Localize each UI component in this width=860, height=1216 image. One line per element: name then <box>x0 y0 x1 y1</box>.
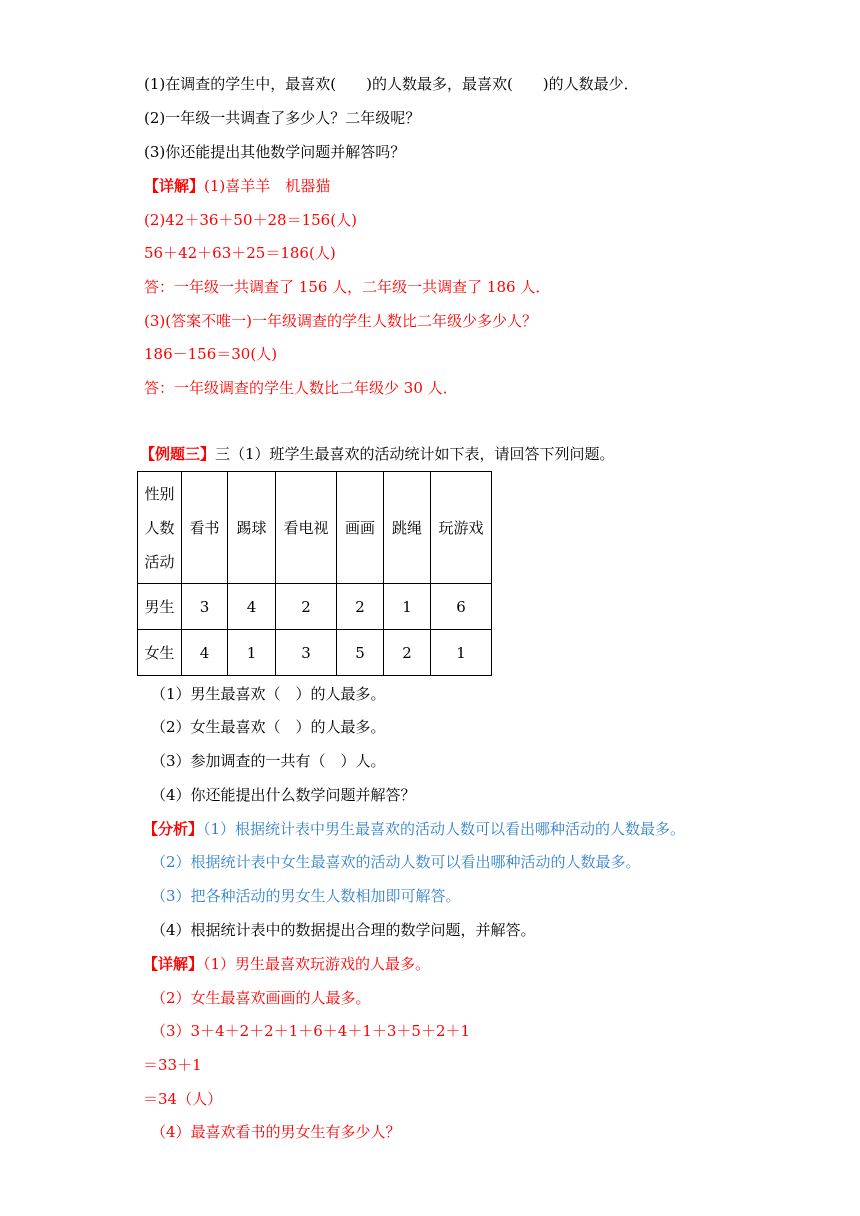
detail-line-5: ＝34（人） <box>143 1090 223 1108</box>
analysis-line-1 <box>143 819 685 839</box>
column-header: 看书 <box>182 472 228 584</box>
example3-question-3: （3）参加调查的一共有（ ）人。 <box>151 752 386 770</box>
table-row <box>138 584 492 630</box>
example3-question-4: （4）你还能提出什么数学问题并解答？ <box>151 786 416 804</box>
column-header: 玩游戏 <box>431 472 492 584</box>
example3-question-2: （2）女生最喜欢（ ）的人最多。 <box>151 718 386 736</box>
column-header: 踢球 <box>228 472 276 584</box>
analysis-line-2: （2）根据统计表中女生最喜欢的活动人数可以看出哪种活动的人数最多。 <box>151 853 641 871</box>
table-cell: 1 <box>228 630 276 676</box>
question-2: (2)一年级一共调查了多少人？二年级呢？ <box>144 109 421 127</box>
question-3: (3)你还能提出其他数学问题并解答吗？ <box>144 143 406 161</box>
table-cell: 1 <box>431 630 492 676</box>
corner-label-gender: 性别 <box>144 484 175 503</box>
example3-intro: 三（1）班学生最喜欢的活动统计如下表，请回答下列问题。 <box>215 445 615 463</box>
example3-tag: 【例题三】 <box>140 445 216 463</box>
detail-tag: 【详解】 <box>143 955 204 973</box>
detail-line-4: ＝33＋1 <box>143 1056 202 1074</box>
row-label: 女生 <box>138 630 182 676</box>
column-header: 看电视 <box>276 472 337 584</box>
example3-heading <box>140 444 615 464</box>
analysis-tag: 【分析】 <box>143 820 204 838</box>
answer-4: 答：一年级一共调查了 156 人，二年级一共调查了 186 人． <box>144 278 551 296</box>
activity-stat-table <box>137 471 492 676</box>
detail-line-1 <box>143 954 430 974</box>
example3-question-1: （1）男生最喜欢（ ）的人最多。 <box>151 685 386 703</box>
detail-tag: 【详解】 <box>144 177 205 195</box>
table-cell: 4 <box>228 584 276 630</box>
table-cell: 2 <box>337 584 384 630</box>
detail-line-3: （3）3＋4＋2＋2＋1＋6＋4＋1＋3＋5＋2＋1 <box>151 1022 471 1040</box>
answer-1 <box>144 176 330 196</box>
corner-label-count: 人数 <box>144 518 175 537</box>
table-row <box>138 630 492 676</box>
table-cell: 4 <box>182 630 228 676</box>
analysis-line-4: （4）根据统计表中的数据提出合理的数学问题，并解答。 <box>151 921 536 939</box>
analysis-text: （1）根据统计表中男生最喜欢的活动人数可以看出哪种活动的人数最多。 <box>203 820 686 838</box>
table-cell: 5 <box>337 630 384 676</box>
answer-1-text: (1)喜羊羊 机器猫 <box>204 177 331 195</box>
answer-7: 答：一年级调查的学生人数比二年级少 30 人． <box>144 379 458 397</box>
answer-5: (3)(答案不唯一)一年级调查的学生人数比二年级少多少人？ <box>144 312 537 330</box>
table-header-row <box>138 472 492 584</box>
detail-line-6: （4）最喜欢看书的男女生有多少人？ <box>151 1123 401 1141</box>
table-cell: 3 <box>276 630 337 676</box>
table-corner-cell <box>138 472 182 584</box>
answer-6: 186－156＝30(人) <box>144 345 278 363</box>
column-header: 画画 <box>337 472 384 584</box>
answer-2: (2)42＋36＋50＋28＝156(人) <box>144 211 357 229</box>
table-cell: 2 <box>276 584 337 630</box>
table-cell: 1 <box>384 584 431 630</box>
row-label: 男生 <box>138 584 182 630</box>
detail-line-2: （2）女生最喜欢画画的人最多。 <box>151 989 371 1007</box>
answer-3: 56＋42＋63＋25＝186(人) <box>144 244 336 262</box>
table-cell: 3 <box>182 584 228 630</box>
corner-label-activity: 活动 <box>144 552 175 571</box>
table-cell: 2 <box>384 630 431 676</box>
analysis-line-3: （3）把各种活动的男女生人数相加即可解答。 <box>151 887 461 905</box>
question-1: (1)在调查的学生中，最喜欢( )的人数最多，最喜欢( )的人数最少． <box>144 75 639 93</box>
table-cell: 6 <box>431 584 492 630</box>
column-header: 跳绳 <box>384 472 431 584</box>
detail-text: （1）男生最喜欢玩游戏的人最多。 <box>203 955 431 973</box>
